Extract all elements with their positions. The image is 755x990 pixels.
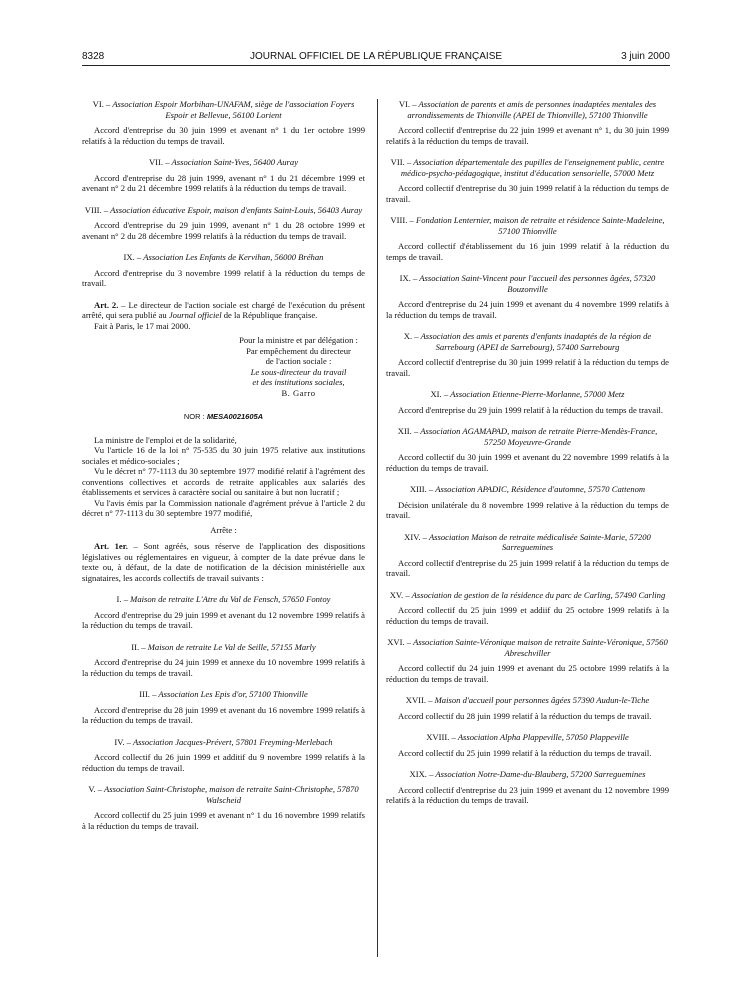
signature-line-1: Pour la ministre et par délégation : <box>239 335 358 345</box>
entry-number: XVIII. – <box>426 732 456 742</box>
article-2-label: Art. 2. <box>94 299 119 310</box>
article-1 <box>82 541 365 583</box>
entry-heading <box>82 737 365 748</box>
entry-number: XIII. – <box>409 484 434 494</box>
entry-title: Maison d'accueil pour personnes âgées 57390 Audun-le-Tiche <box>434 695 650 705</box>
header-rule <box>82 65 670 66</box>
entry-block <box>82 205 365 242</box>
entry-number: IX. – <box>123 252 142 262</box>
entry-block <box>386 273 669 320</box>
entry-block <box>386 389 669 415</box>
entry-number: V. – <box>88 784 103 794</box>
entry-heading <box>386 732 669 743</box>
entry-heading <box>82 594 365 605</box>
entry-number: XV. – <box>389 589 410 600</box>
entry-title: Association APADIC, Résidence d'automne, 57570 Cattenom <box>435 484 646 494</box>
entry-number: VII. – <box>390 157 412 167</box>
entry-block <box>386 215 669 262</box>
entry-text: Accord collectif du 26 juin 1999 et additif du 9 novembre 1999 relatifs à la réduction du temps de travail. <box>82 752 365 773</box>
entry-title: Association Etienne-Pierre-Morlanne, 57000 Metz <box>450 389 625 399</box>
entry-block <box>386 157 669 204</box>
entry-text: Accord collectif d'entreprise du 22 juin 1999 et avenant n° 1, du 30 juin 1999 relatifs à la réduction du temps de travail. <box>386 125 669 146</box>
entry-number: VII. – <box>148 157 170 167</box>
entry-title: Fondation Lenternier, maison de retraite et résidence Sainte-Madeleine, 57100 Thionville <box>415 215 665 236</box>
entry-block <box>82 99 365 146</box>
entry-text: Accord d'entreprise du 28 juin 1999, avenant n° 1 du 21 décembre 1999 et avenant n° 2 du 21 décembre 1999 relatifs à la réduction du temps de travail. <box>82 172 365 193</box>
signature-line-2: Par empêchement du directeur <box>246 345 351 356</box>
entry-text: Accord collectif d'entreprise du 23 juin 1999 et avenant du 12 novembre 1999 relatifs à la réduction du temps de travail. <box>386 784 669 805</box>
article-1-label: Art. 1er. <box>94 541 128 551</box>
entry-heading <box>386 99 669 120</box>
entry-title: Association Maison de retraite médicalisée Sainte-Marie, 57200 Sarreguemines <box>428 531 651 552</box>
left-column <box>82 99 365 842</box>
entry-text: Accord d'entreprise du 29 juin 1999 et avenant du 12 novembre 1999 relatifs à la réduction du temps de travail. <box>82 609 365 630</box>
page-number: 8328 <box>82 51 105 62</box>
entry-title: Maison de retraite L'Atre du Val de Fensch, 57650 Fontoy <box>130 594 331 604</box>
entry-block <box>386 532 669 579</box>
entry-text: Accord d'entreprise du 24 juin 1999 et annexe du 10 novembre 1999 relatifs à la réduction du temps de travail. <box>82 657 365 678</box>
entry-number: XI. – <box>430 389 449 399</box>
article-2 <box>82 300 365 321</box>
entry-number: XVII. – <box>405 695 433 705</box>
signature-line-4: Le sous-directeur du travail <box>250 366 347 377</box>
entry-text: Accord collectif du 25 juin 1999 et avenant n° 1 du 16 novembre 1999 relatifs à la réduction du temps de travail. <box>82 810 365 831</box>
article-2-text-b: de la République française. <box>221 310 318 320</box>
entry-number: XIV. – <box>404 531 427 542</box>
entry-title: Association Sainte-Véronique maison de retraite Sainte-Véronique, 57560 Abreschviller <box>413 637 668 658</box>
entry-block <box>82 594 365 631</box>
entry-title: Association des amis et parents d'enfants inadaptés de la région de Sarrebourg (APEI de Sarrebourg), 57400 Sarrebourg <box>420 331 652 352</box>
entry-title: Association AGAMAPAD, maison de retraite Pierre-Mendès-France, 57250 Moyeuvre-Grande <box>420 426 658 447</box>
preamble-line: Vu l'article 16 de la loi n° 75-535 du 30 juin 1975 relative aux institutions sociales et médico-sociales ; <box>82 445 365 466</box>
signature-line-5: et des institutions sociales, <box>252 377 345 387</box>
entry-text: Décision unilatérale du 8 novembre 1999 relative à la réduction du temps de travail. <box>386 499 669 520</box>
entry-number: III. – <box>139 689 157 699</box>
entry-title: Association Espoir Morbihan-UNAFAM, siège de l'association Foyers Espoir et Bellevue, 56100 Lorient <box>112 99 355 120</box>
signature-name: B. Garro <box>281 387 316 398</box>
article-2-text-a: – Le directeur de l'action sociale est chargé de l'exécution du présent arrêté, qui sera publié au <box>82 299 366 320</box>
entry-text: Accord collectif du 25 juin 1999 et addiif du 25 octobre 1999 relatifs à la réduction du temps de travail. <box>386 605 669 626</box>
entry-heading <box>386 215 669 236</box>
entry-text: Accord collectif du 25 juin 1999 relatif à la réduction du temps de travail. <box>398 747 652 758</box>
entry-heading <box>386 769 669 780</box>
entry-number: X. – <box>403 331 419 341</box>
entry-number: VIII. – <box>390 215 414 225</box>
signature-block <box>232 335 365 398</box>
entry-heading <box>386 484 669 495</box>
entry-text: Accord collectif d'entreprise du 30 juin 1999 relatif à la réduction du temps de travail. <box>386 357 669 378</box>
entry-heading <box>82 642 365 653</box>
entry-title: Association Les Enfants de Kervihan, 56000 Bréhan <box>143 252 324 262</box>
entry-number: I. – <box>116 594 129 604</box>
entry-number: II. – <box>131 641 146 652</box>
entry-block <box>82 157 365 194</box>
entry-block <box>82 737 365 774</box>
entry-heading <box>82 784 365 805</box>
entry-title: Association départementale des pupilles de l'enseignement public, centre médico-psycho-pédagogique, institut d'éducation sensorielle, 57000 Metz <box>400 157 665 178</box>
article-2-journal: Journal officiel <box>168 310 222 320</box>
right-column <box>386 99 669 817</box>
article-1-text: – Sont agréés, sous réserve de l'application des dispositions législatives ou réglementaires en vigueur, à compter de la date prévue dans le texte ou, à défaut, de la date de notification de la décision ministérielle aux signataires, les accords collectifs de travail suivants : <box>82 541 365 583</box>
journal-title: JOURNAL OFFICIEL DE LA RÉPUBLIQUE FRANÇAISE <box>249 51 503 62</box>
entry-text: Accord d'entreprise du 28 juin 1999 et avenant du 16 novembre 1999 relatifs à la réduction du temps de travail. <box>82 704 365 725</box>
entry-heading <box>386 157 669 178</box>
nor-label: NOR : <box>183 412 207 421</box>
nor-code: MESA0021605A <box>206 412 264 421</box>
entry-number: XVI. – <box>387 637 412 647</box>
signature-line-3: de l'action sociale : <box>265 356 332 366</box>
entry-heading <box>386 590 669 601</box>
publication-date: 3 juin 2000 <box>621 51 670 62</box>
entry-title: Association Saint-Yves, 56400 Auray <box>171 157 299 167</box>
entry-block <box>386 695 669 721</box>
entry-heading <box>386 532 669 553</box>
entry-heading <box>386 637 669 658</box>
entry-text: Accord collectif d'entreprise du 25 juin 1999 relatif à la réduction du temps de travail. <box>386 557 669 578</box>
entry-number: XIX. – <box>409 769 434 779</box>
entry-heading <box>82 157 365 168</box>
column-divider <box>377 99 378 957</box>
entry-text: Accord d'entreprise du 3 novembre 1999 relatif à la réduction du temps de travail. <box>82 267 365 288</box>
entry-block <box>386 769 669 806</box>
entry-block <box>386 484 669 521</box>
entry-title: Association Saint-Vincent pour l'accueil des personnes âgées, 57320 Bouzonville <box>419 273 656 294</box>
done-at: Fait à Paris, le 17 mai 2000. <box>94 320 191 331</box>
entry-block <box>386 99 669 146</box>
entry-block <box>386 331 669 378</box>
entry-block <box>386 426 669 473</box>
entry-text: Accord d'entreprise du 29 juin 1999 relatif à la réduction du temps de travail. <box>398 404 664 415</box>
entry-number: IV. – <box>114 736 131 747</box>
entry-title: Association de gestion de la résidence du parc de Carling, 57490 Carling <box>411 589 666 600</box>
entry-title: Association Jacques-Prévert, 57801 Freyming-Merlebach <box>132 736 333 747</box>
entry-number: VI. – <box>398 99 417 109</box>
entry-text: Accord collectif du 30 juin 1999 et avenant du 22 novembre 1999 relatifs à la réduction du temps de travail. <box>386 452 669 473</box>
preamble-line: La ministre de l'emploi et de la solidarité, <box>94 434 237 445</box>
preamble-line: Vu le décret n° 77-1113 du 30 septembre 1977 modifié relatif à l'agrément des conventions collectives et accords de retraite applicables aux salariés des établissements et services à caractère social ou sanitaire à but non lucratif ; <box>82 466 365 497</box>
entry-heading <box>82 252 365 263</box>
entry-number: XII. – <box>397 426 419 436</box>
entry-title: Association Alpha Plappeville, 57050 Plappeville <box>457 732 629 742</box>
right-entries <box>386 99 669 806</box>
entry-title: Association Notre-Dame-du-Blauberg, 57200 Sarreguemines <box>435 769 646 779</box>
entry-text: Accord d'entreprise du 30 juin 1999 et avenant n° 1 du 1er octobre 1999 relatifs à la réduction du temps de travail. <box>82 125 365 146</box>
entry-block <box>82 784 365 831</box>
left-bottom-entries <box>82 594 365 831</box>
left-top-entries <box>82 99 365 289</box>
entry-number: VI. – <box>92 99 111 109</box>
entry-title: Association éducative Espoir, maison d'enfants Saint-Louis, 56403 Auray <box>110 204 363 215</box>
entry-heading <box>386 389 669 400</box>
entry-text: Accord collectif du 28 juin 1999 relatif à la réduction du temps de travail. <box>398 710 652 721</box>
entry-heading <box>82 689 365 700</box>
entry-title: Association Saint-Christophe, maison de retraite Saint-Christophe, 57870 Walscheid <box>104 784 359 805</box>
entry-heading <box>82 205 365 216</box>
entry-block <box>386 637 669 684</box>
entry-text: Accord collectif du 24 juin 1999 et avenant du 25 octobre 1999 relatifs à la réduction du temps de travail. <box>386 663 669 684</box>
entry-block <box>386 590 669 627</box>
entry-text: Accord collectif d'entreprise du 30 juin 1999 relatif à la réduction du temps de travail. <box>386 183 669 204</box>
nor-reference <box>82 412 365 423</box>
entry-title: Association Les Epis d'or, 57100 Thionville <box>158 689 308 699</box>
entry-number: IX. – <box>399 273 418 283</box>
arrete-heading: Arrête : <box>210 524 237 535</box>
entry-heading <box>386 695 669 706</box>
entry-block <box>82 689 365 726</box>
entry-number: VIII. – <box>84 204 109 215</box>
page-header <box>82 51 670 65</box>
entry-title: Maison de retraite Le Val de Seille, 57155 Marly <box>147 641 316 652</box>
preamble-line: Vu l'avis émis par la Commission nationale d'agrément prévue à l'article 2 du décret n° 77-1113 du 30 septembre 1977 modifié, <box>82 497 365 518</box>
entry-block <box>82 642 365 679</box>
entry-heading <box>386 426 669 447</box>
entry-title: Association de parents et amis de personnes inadaptées mentales des arrondissements de Thionville (APEI de Thionville), 57100 Thionville <box>407 99 657 120</box>
entry-text: Accord d'entreprise du 29 juin 1999, avenant n° 1 du 28 octobre 1999 et avenant n° 2 du 28 décembre 1999 relatifs à la réduction du temps de travail. <box>82 220 365 241</box>
entry-text: Accord collectif d'établissement du 16 juin 1999 relatif à la réduction du temps de travail. <box>386 241 669 262</box>
entry-heading <box>82 99 365 120</box>
entry-heading <box>386 273 669 294</box>
entry-block <box>82 252 365 289</box>
entry-heading <box>386 331 669 352</box>
preamble <box>82 435 365 519</box>
entry-text: Accord d'entreprise du 24 juin 1999 et avenant du 4 novembre 1999 relatifs à la réduction du temps de travail. <box>386 299 669 320</box>
entry-block <box>386 732 669 758</box>
